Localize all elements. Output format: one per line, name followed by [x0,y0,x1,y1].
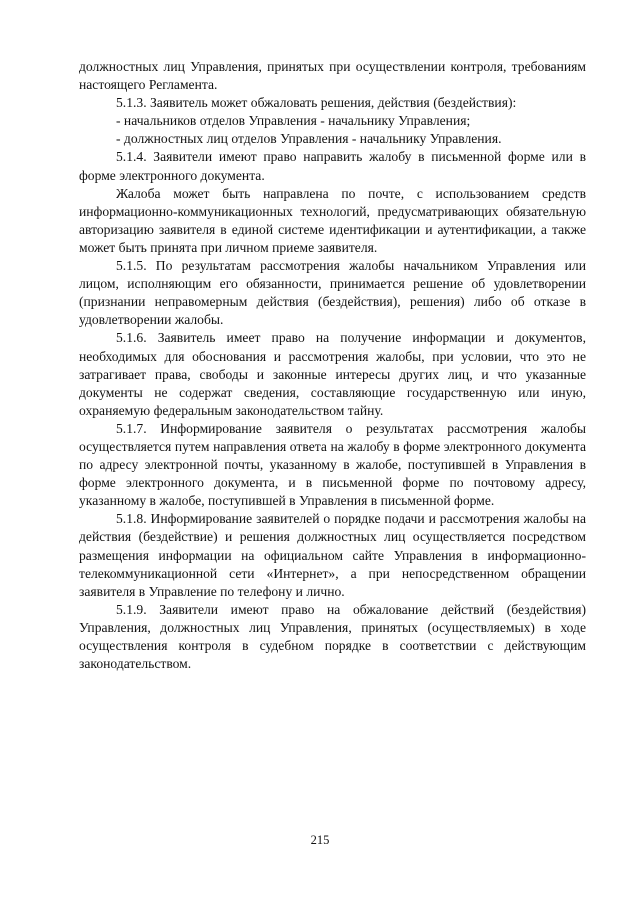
paragraph-5-1-4: 5.1.4. Заявители имеют право направить жалобу в письменной форме или в форме электронного документа. [79,149,586,183]
paragraph-5-1-5: 5.1.5. По результатам рассмотрения жалобы начальником Управления или лицом, исполняющим его обязанности, принимается решение об удовлетворении (признании неправомерным действия (бездействия), решения) либо об отказе в удовлетворении жалобы. [79,258,586,328]
page-number: 215 [310,833,330,847]
paragraph-5-1-9: 5.1.9. Заявители имеют право на обжалование действий (бездействия) Управления, должностных лиц Управления, принятых (осуществляемых) в ходе осуществления контроля в судебном порядке в соответствии с действующим законодательством. [79,601,586,672]
paragraph-5-1-3: 5.1.3. Заявитель может обжаловать решения, действия (бездействия): [116,95,517,111]
list-item-department-heads: - начальников отделов Управления - начальнику Управления; [116,113,471,129]
list-item-officials: - должностных лиц отделов Управления - начальнику Управления. [116,131,502,147]
body-text [79,58,586,673]
paragraph-5-1-6: 5.1.6. Заявитель имеет право на получение информации и документов, необходимых для обоснования и рассмотрения жалобы, при условии, что это не затрагивает права, свободы и законные интересы других лиц, и что указанные документы не содержат сведения, составляющие государственную или иную, охраняемую федеральным законодательством тайну. [79,330,586,418]
paragraph-complaint-delivery: Жалоба может быть направлена по почте, с использованием средств информационно-коммуникационных технологий, предусматривающих обязательную авторизацию заявителя в единой системе идентификации и аутентификации, а также может быть принята при личном приеме заявителя. [79,185,586,255]
paragraph-5-1-8: 5.1.8. Информирование заявителей о порядке подачи и рассмотрения жалобы на действия (бездействие) и решения должностных лиц осуществляется посредством размещения информации на официальном сайте Управления в информационно-телекоммуникационной сети «Интернет», а при непосредственном обращении заявителя в Управление по телефону и лично. [79,511,586,599]
paragraph-5-1-7: 5.1.7. Информирование заявителя о результатах рассмотрения жалобы осуществляется путем направления ответа на жалобу в форме электронного документа по адресу электронной почты, указанному в жалобе, поступившей в Управления в форме электронного документа, и в письменной форме по почтовому адресу, указанному в жалобе, поступившей в Управления в письменной форме. [79,420,586,509]
paragraph-continuation: должностных лиц Управления, принятых при осуществлении контроля, требованиям настоящего Регламента. [79,59,586,93]
